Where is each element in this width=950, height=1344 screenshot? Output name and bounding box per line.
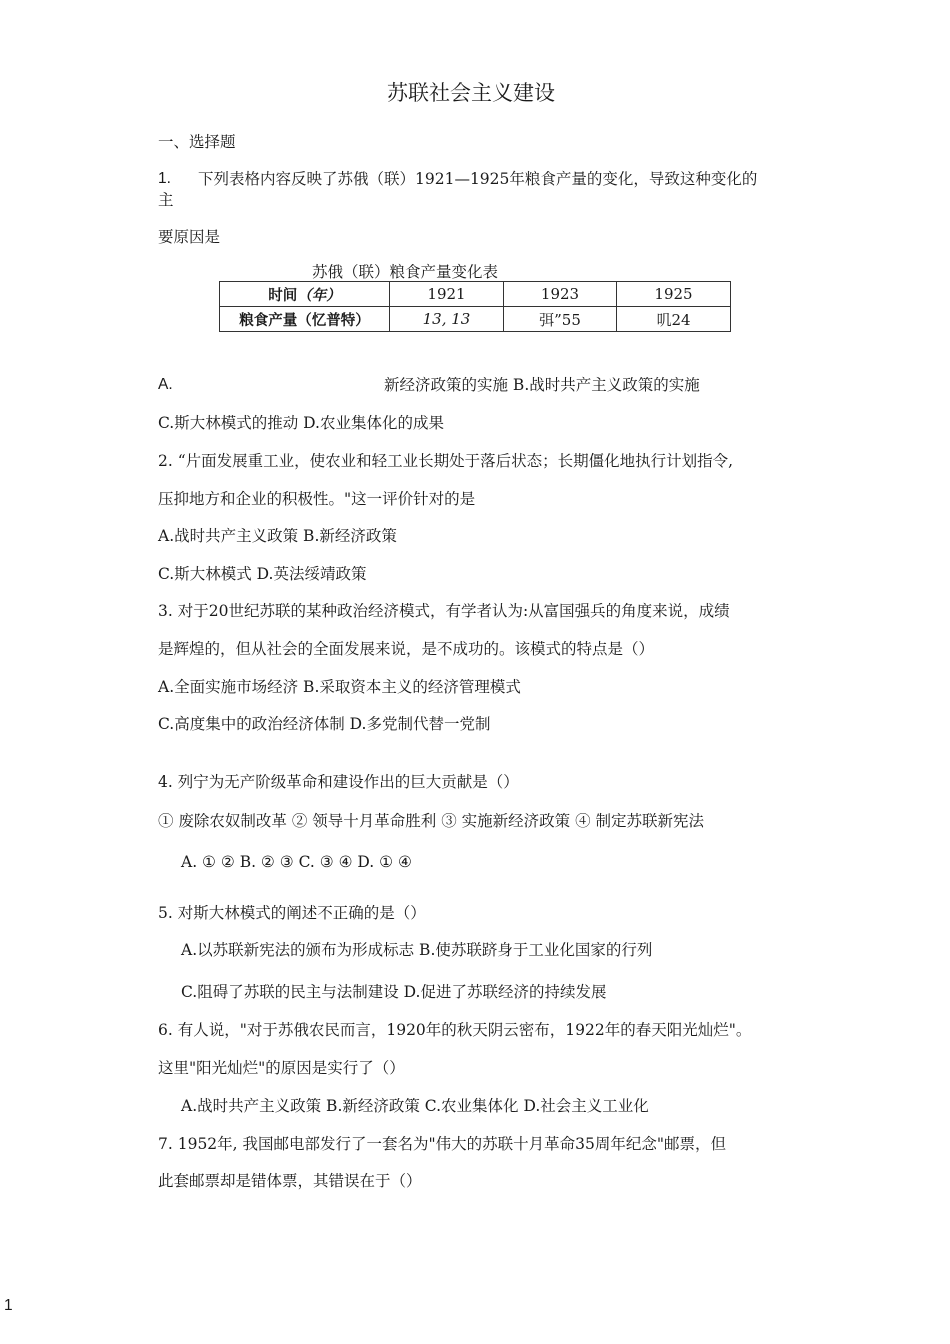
question-2-stem-line1: 2. “片面发展重工业，使农业和轻工业长期处于落后状态；长期僵化地执行计划指令, xyxy=(158,452,734,470)
page-title: 苏联社会主义建设 xyxy=(387,81,555,105)
table-row xyxy=(220,282,731,307)
question-1-option-a-label: A. xyxy=(158,376,173,393)
question-1-number: 1. xyxy=(158,170,171,187)
question-1-options-ab: 新经济政策的实施 B.战时共产主义政策的实施 xyxy=(384,376,700,394)
question-5-options-ab: A.以苏联新宪法的颁布为形成标志 B.使苏联跻身于工业化国家的行列 xyxy=(181,941,653,959)
question-7-stem-line1: 7. 1952年, 我国邮电部发行了一套名为"伟大的苏联十月革命35周年纪念"邮票，但 xyxy=(158,1135,727,1153)
table-cell-text: （年） xyxy=(297,287,341,304)
table-cell-text: 时间 xyxy=(268,287,298,304)
question-3-options-cd: C.高度集中的政治经济体制 D.多党制代替一党制 xyxy=(158,715,491,733)
table-cell: 13, 13 xyxy=(390,307,504,332)
question-3-stem-line1: 3. 对于20世纪苏联的某种政治经济模式，有学者认为:从富国强兵的角度来说，成绩 xyxy=(158,602,730,620)
page-number: 1 xyxy=(4,1297,13,1314)
question-6-options: A.战时共产主义政策 B.新经济政策 C.农业集体化 D.社会主义工业化 xyxy=(181,1097,649,1115)
table-cell: 1923 xyxy=(504,282,617,307)
question-4-stem: 4. 列宁为无产阶级革命和建设作出的巨大贡献是（） xyxy=(158,773,519,791)
question-6-stem-line2: 这里"阳光灿烂"的原因是实行了（） xyxy=(158,1059,405,1077)
question-2-options-cd: C.斯大林模式 D.英法绥靖政策 xyxy=(158,565,367,583)
question-4-statements: ① 废除农奴制改革 ② 领导十月革命胜利 ③ 实施新经济政策 ④ 制定苏联新宪法 xyxy=(158,812,704,830)
section-heading: 一、选择题 xyxy=(158,133,236,151)
table-caption: 苏俄（联）粮食产量变化表 xyxy=(312,263,499,281)
question-1-stem-line1: 下列表格内容反映了苏俄（联）1921—1925年粮食产量的变化，导致这种变化的 xyxy=(198,170,758,188)
question-1-options-cd: C.斯大林模式的推动 D.农业集体化的成果 xyxy=(158,414,444,432)
table-row xyxy=(220,307,731,332)
question-2-stem-line2: 压抑地方和企业的积极性。"这一评价针对的是 xyxy=(158,490,476,508)
question-4-options: A. ① ② B. ② ③ C. ③ ④ D. ① ④ xyxy=(181,853,412,871)
question-1-stem-line2: 要原因是 xyxy=(158,228,221,246)
question-6-stem-line1: 6. 有人说，"对于苏俄农民而言，1920年的秋天阴云密布，1922年的春天阳光灿烂"。 xyxy=(158,1021,752,1039)
question-2-options-ab: A.战时共产主义政策 B.新经济政策 xyxy=(158,527,397,545)
table-header-cell: 粮食产量（忆普特） xyxy=(220,307,390,332)
grain-output-table xyxy=(219,281,731,332)
question-5-options-cd: C.阻碍了苏联的民主与法制建设 D.促进了苏联经济的持续发展 xyxy=(181,983,607,1001)
question-5-stem: 5. 对斯大林模式的阐述不正确的是（） xyxy=(158,904,426,922)
table-cell: 叽24 xyxy=(617,307,731,332)
table-header-cell xyxy=(220,282,390,307)
question-7-stem-line2: 此套邮票却是错体票，其错误在于（） xyxy=(158,1172,422,1190)
question-1-stem-line1b: 主 xyxy=(158,191,174,209)
table-cell: 1921 xyxy=(390,282,504,307)
question-3-options-ab: A.全面实施市场经济 B.采取资本主义的经济管理模式 xyxy=(158,678,521,696)
question-3-stem-line2: 是辉煌的，但从社会的全面发展来说，是不成功的。该模式的特点是（） xyxy=(158,640,655,658)
table-cell: 1925 xyxy=(617,282,731,307)
table-cell: 弭”55 xyxy=(504,307,617,332)
